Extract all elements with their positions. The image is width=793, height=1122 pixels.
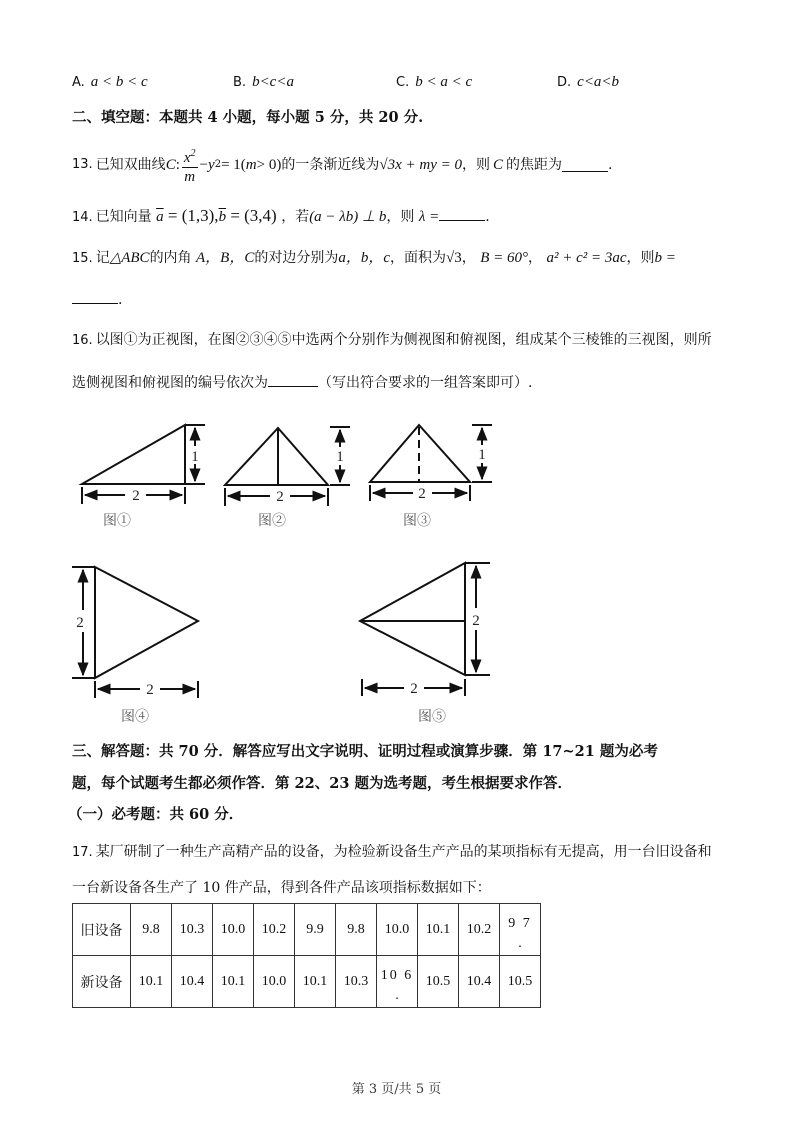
figure-1-width-label: 2 [132, 488, 140, 504]
q14-lambda: λ = [418, 209, 440, 225]
table-cell: 10.4 [172, 956, 213, 1008]
q13-minus: − [199, 157, 209, 173]
figure-4-height-label: 2 [76, 615, 84, 631]
q15-angles: A，B，C [196, 250, 255, 266]
row-header: 旧设备 [73, 904, 131, 956]
q13-end: . [607, 157, 613, 173]
figure-4-shape [95, 567, 198, 678]
table-cell: 10.1 [295, 956, 336, 1008]
vector-a-value: = (1,3), [163, 206, 219, 225]
table-cell: 10.4 [459, 956, 500, 1008]
table-row [73, 956, 541, 1008]
figure-1 [82, 425, 205, 504]
q14-text-3: ，则 [386, 209, 415, 225]
vector-b: $\overline{b}$ [218, 209, 227, 225]
figure-4 [72, 567, 198, 698]
q15-equation: a² + c² = 3ac [546, 250, 627, 266]
table-cell: 10.5 [500, 956, 541, 1008]
q15-end: . [118, 292, 123, 308]
figure-4-caption: 图④ [121, 709, 149, 725]
figure-5-width-label: 2 [410, 681, 418, 697]
table-cell: 10.3 [336, 956, 377, 1008]
q16-line-1: 以图①为正视图，在图②③④⑤中选两个分别作为侧视图和俯视图，组成某个三棱锥的三视图，则所 [95, 332, 712, 348]
table-cell: 10.2 [459, 904, 500, 956]
figure-3-caption: 图③ [403, 513, 431, 529]
option-letter: B. [233, 75, 247, 90]
x-var: x [183, 149, 191, 166]
q15-text-2: 的内角 [149, 250, 192, 266]
q13-text-1: 已知双曲线 [95, 157, 166, 173]
question-number: 15. [72, 251, 93, 266]
figure-5-shape [360, 563, 465, 675]
figure-1-shape [82, 425, 185, 484]
q15-text-4: ，面积为 [390, 250, 447, 266]
q13-curve-name-2: C [492, 157, 503, 173]
table-cell: 10.1 [131, 956, 172, 1008]
table-cell: 9.8 [336, 904, 377, 956]
table-cell: 10.0 [213, 904, 254, 956]
table-cell: 10.3 [172, 904, 213, 956]
option-letter: C. [396, 75, 410, 90]
table-cell: 10.2 [254, 904, 295, 956]
table-row [73, 904, 541, 956]
q13-text-3: ，则 [461, 157, 490, 173]
q13-cond: > 0) [256, 157, 282, 173]
table-cell: 9.8 [131, 904, 172, 956]
figure-2-caption: 图② [258, 513, 286, 529]
figure-5-caption: 图⑤ [418, 709, 446, 725]
option-expr: b < a < c [415, 74, 473, 90]
figure-2 [225, 427, 350, 506]
q13-m: m [245, 157, 257, 173]
table-cell: 10.1 [213, 956, 254, 1008]
table-cell: 10.0 [377, 904, 418, 956]
q15-text-3: 的对边分别为 [254, 250, 339, 266]
q16-line-2b: （写出符合要求的一组答案即可）. [318, 375, 533, 391]
q15-sides: a，b，c [338, 250, 391, 266]
figure-2-width-label: 2 [276, 489, 284, 505]
table-cell [500, 904, 541, 956]
q14-end: . [485, 209, 490, 225]
vector-b-value: = (3,4) [226, 206, 277, 225]
q16-line-2a: 选侧视图和俯视图的编号依次为 [72, 375, 268, 391]
figure-3 [370, 425, 492, 501]
q13-eq: = 1( [221, 157, 246, 173]
q15-angle-b: B = 60° [480, 250, 529, 266]
table-cell: 10.0 [254, 956, 295, 1008]
row-header: 新设备 [73, 956, 131, 1008]
vector-a: $\overline{a}$ [156, 209, 164, 225]
q15-text-1: 记 [95, 250, 110, 266]
q14-text-1: 已知向量 [95, 209, 152, 225]
q13-asymptote: √3x + my = 0 [379, 157, 462, 173]
table-cell: 10.1 [418, 904, 459, 956]
question-17 [72, 842, 712, 863]
table-cell: 10.5 [418, 956, 459, 1008]
figure-3-width-label: 2 [418, 486, 426, 502]
question-number: 13. [72, 157, 93, 172]
figure-3-height-label: 1 [478, 447, 486, 463]
q13-colon: : [175, 157, 180, 173]
option-expr: c<a<b [577, 74, 620, 90]
page-footer: 第 3 页/共 5 页 [351, 1082, 442, 1097]
q14-condition: (a − λb) ⊥ b [309, 209, 387, 225]
q15-text-7: ，则 [626, 250, 655, 266]
section-3-subheading: （一）必考题：共 60 分． [68, 806, 244, 823]
q15-b: b = [654, 250, 676, 266]
q13-y: y [208, 157, 215, 173]
exponent: 2 [214, 159, 222, 170]
figure-4-width-label: 2 [146, 682, 154, 698]
q13-curve-name: C [165, 157, 176, 173]
option-expr: a < b < c [90, 74, 148, 90]
equipment-data-table [72, 903, 541, 1008]
q13-text-4: 的焦距为 [505, 157, 562, 173]
cell-value: 9 7 . [508, 915, 532, 951]
option-letter: D. [557, 75, 572, 90]
table-cell: 9.9 [295, 904, 336, 956]
table-cell [377, 956, 418, 1008]
section-2-heading: 二、填空题：本题共 4 小题，每小题 5 分，共 20 分. [72, 109, 424, 126]
q13-text-2: 的一条渐近线为 [281, 157, 380, 173]
section-3-heading-line-2: 题，每个试题考生都必须作答．第 22、23 题为选考题，考生根据要求作答． [72, 775, 572, 792]
question-number: 17. [72, 845, 93, 860]
option-expr: b<c<a [252, 74, 294, 90]
exponent: 2 [190, 147, 196, 159]
figure-1-caption: 图① [103, 513, 131, 529]
q17-line-1: 某厂研制了一种生产高精产品的设备，为检验新设备生产产品的某项指标有无提高，用一台旧设备和 [95, 844, 712, 860]
option-letter: A. [72, 75, 85, 90]
q17-line-2: 一台新设备各生产了 10 件产品，得到各件产品该项指标数据如下： [72, 880, 491, 896]
q15-triangle: △ABC [109, 250, 150, 266]
q15-area: √3 [446, 250, 462, 266]
fraction-denominator: m [184, 168, 196, 185]
cell-value: 10 6 . [380, 967, 414, 1003]
figure-5 [360, 563, 490, 696]
figure-5-height-label: 2 [472, 613, 480, 629]
question-number: 16. [72, 333, 93, 348]
section-3-heading-line-1: 三、解答题：共 70 分．解答应写出文字说明、证明过程或演算步骤．第 17~21 题为必考 [72, 743, 658, 760]
q15-text-5: ， [461, 250, 476, 266]
question-number: 14. [72, 210, 93, 225]
figure-2-height-label: 1 [336, 449, 344, 465]
figure-1-height-label: 1 [191, 449, 199, 465]
q15-text-6: ， [528, 250, 543, 266]
figure-2-shape [225, 428, 328, 485]
q14-text-2: ，若 [281, 209, 310, 225]
